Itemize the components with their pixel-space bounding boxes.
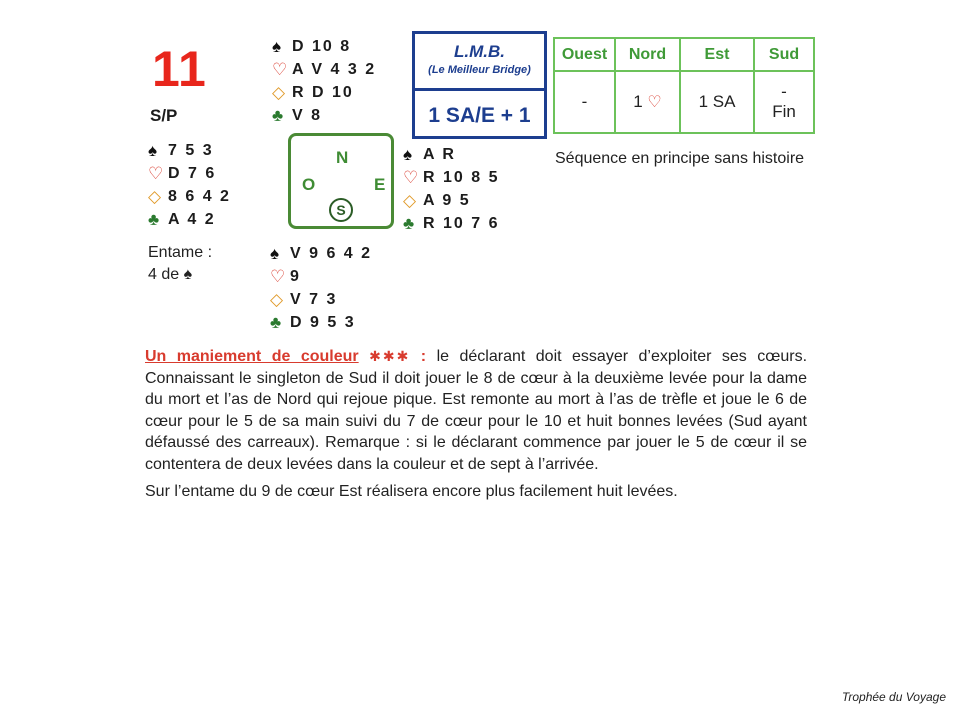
compass-rose (288, 133, 394, 229)
bid-ouest: - (554, 71, 615, 133)
north-hearts: A V 4 3 2 (292, 61, 377, 78)
bidding-header-ouest: Ouest (554, 38, 615, 71)
lmb-header (415, 34, 544, 91)
bid-sud-end: Fin (772, 102, 796, 121)
commentary-heading: Un maniement de couleur (145, 348, 359, 365)
lmb-title: L.M.B. (454, 42, 505, 61)
east-hearts: R 10 8 5 (423, 169, 500, 186)
spade-icon: ♠ (403, 145, 413, 164)
commentary-paragraph-2: Sur l’entame du 9 de cœur Est réalisera encore plus facilement huit levées. (145, 483, 678, 500)
club-icon: ♣ (403, 214, 415, 233)
north-diamonds: R D 10 (292, 84, 354, 101)
spade-icon: ♠ (148, 141, 158, 160)
east-clubs: R 10 7 6 (423, 215, 500, 232)
vulnerability: S/P (150, 106, 178, 125)
south-clubs: D 9 5 3 (290, 314, 356, 331)
heart-icon: ♡ (148, 164, 164, 183)
commentary-text-1: le déclarant doit essayer d’exploiter ses cœurs. Connaissant le singleton de Sud il doit jouer le 8 de cœur à la deuxième levée pour la dame du mort et l’as de Nord qui rejoue pique. Est remonte au mort à l’as de trèfle et joue le 6 de cœur pour le 5 de sa main suivi du 7 de cœur pour le 10 et huit bonnes levées (Sud ayant défaussé des carreaux). Remarque : si le déclarant commence par jouer le 5 de cœur il se contentera de deux levées dans la couleur et de sept à l’arrivée. (145, 348, 808, 473)
bid-sud (754, 71, 814, 133)
lmb-subtitle: (Le Meilleur Bridge) (428, 64, 531, 76)
diamond-icon: ◇ (403, 191, 417, 210)
sequence-note: Séquence en principe sans histoire (555, 150, 805, 167)
spade-icon: ♠ (272, 37, 282, 56)
heading-colon: : (410, 348, 427, 365)
east-spades: A R (423, 146, 456, 163)
bid-nord-level: 1 (633, 92, 643, 111)
lead-label: Entame : (148, 244, 213, 261)
compass-north: N (336, 148, 349, 167)
heart-icon: ♡ (403, 168, 419, 187)
difficulty-stars: ✱✱✱ (369, 348, 411, 364)
west-spades: 7 5 3 (168, 142, 214, 159)
east-diamonds: A 9 5 (423, 192, 471, 209)
diamond-icon: ◇ (272, 83, 286, 102)
lead-card: 4 de (148, 266, 180, 283)
opening-lead (148, 242, 212, 286)
club-icon: ♣ (272, 106, 284, 125)
bidding-header-sud: Sud (754, 38, 814, 71)
south-hearts: 9 (290, 268, 301, 285)
compass-east: E (374, 175, 386, 194)
north-hand (272, 35, 376, 127)
diamond-icon: ◇ (270, 290, 284, 309)
lmb-box (412, 31, 547, 139)
compass-west: O (302, 175, 316, 194)
south-hand (270, 242, 372, 334)
east-hand (403, 143, 499, 235)
bid-sud-pass: - (781, 82, 787, 101)
west-diamonds: 8 6 4 2 (168, 188, 231, 205)
heart-icon: ♡ (272, 60, 288, 79)
north-spades: D 10 8 (292, 38, 352, 55)
compass-south-dealer: S (329, 198, 353, 222)
club-icon: ♣ (148, 210, 160, 229)
west-clubs: A 4 2 (168, 211, 216, 228)
heart-icon: ♡ (270, 267, 286, 286)
bid-nord (615, 71, 680, 133)
west-hearts: D 7 6 (168, 165, 217, 182)
club-icon: ♣ (270, 313, 282, 332)
bidding-header-nord: Nord (615, 38, 680, 71)
south-diamonds: V 7 3 (290, 291, 338, 308)
bidding-header-est: Est (680, 38, 754, 71)
commentary (145, 346, 807, 503)
commentary-paragraph-1 (145, 346, 807, 475)
lmb-contract: 1 SA/E + 1 (428, 104, 531, 127)
west-hand (148, 139, 231, 231)
bidding-header-row (554, 38, 814, 71)
spade-icon: ♠ (183, 266, 193, 283)
spade-icon: ♠ (270, 244, 280, 263)
north-clubs: V 8 (292, 107, 323, 124)
footer-label: Trophée du Voyage (841, 690, 946, 704)
bidding-table (553, 37, 815, 134)
bid-est: 1 SA (680, 71, 754, 133)
bidding-row (554, 71, 814, 133)
diamond-icon: ◇ (148, 187, 162, 206)
deal-number: 11 (152, 41, 207, 97)
heart-icon: ♡ (647, 94, 662, 111)
south-spades: V 9 6 4 2 (290, 245, 373, 262)
